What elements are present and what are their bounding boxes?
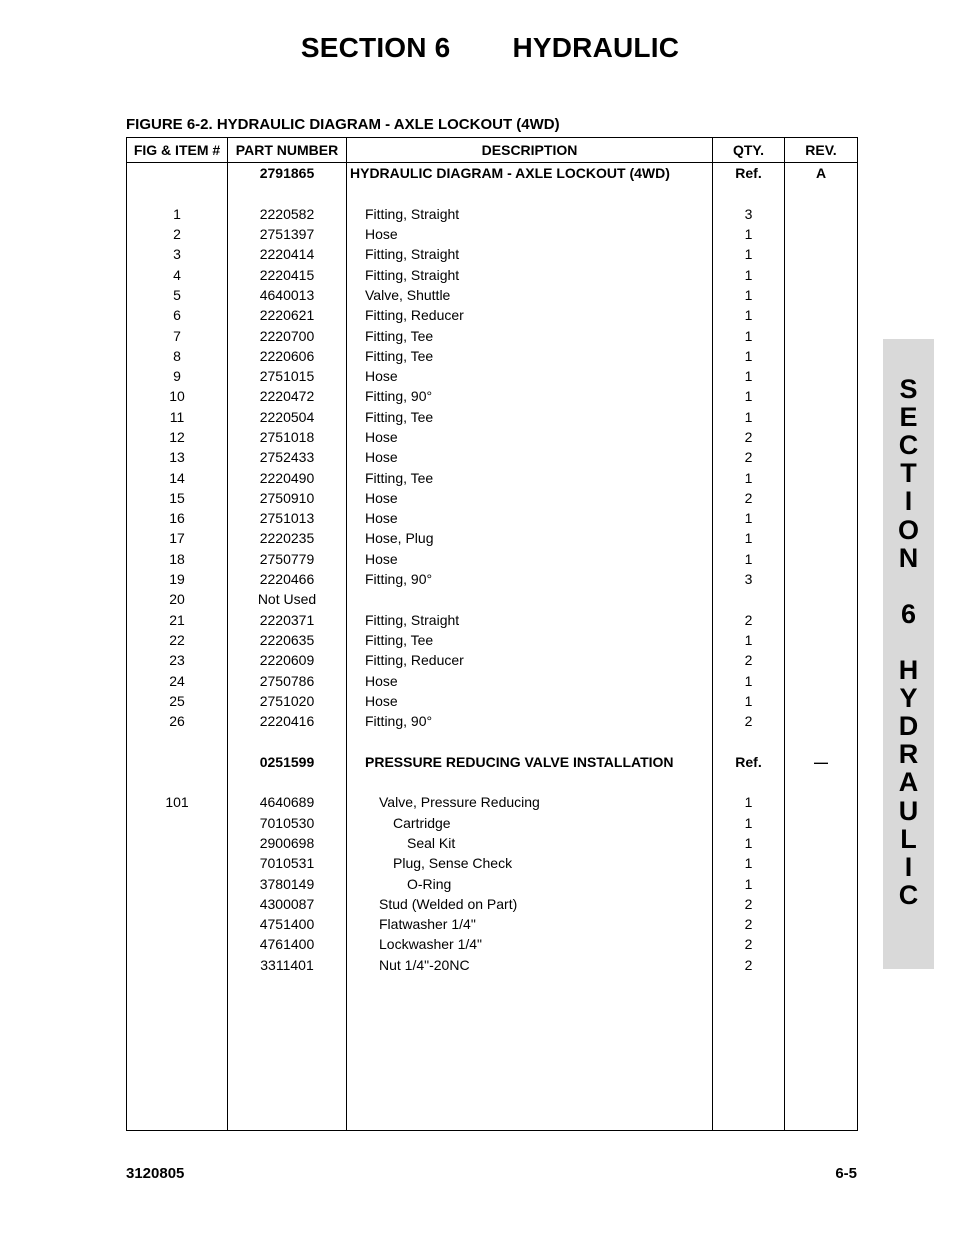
table-row (127, 873, 858, 893)
column-header-item: FIG & ITEM # (127, 138, 228, 163)
cell-item: 18 (127, 549, 228, 569)
cell-qty: 1 (713, 386, 785, 406)
cell-item: 23 (127, 650, 228, 670)
cell-item (127, 772, 228, 792)
cell-qty: 1 (713, 285, 785, 305)
cell-description: Nut 1/4"-20NC (347, 955, 713, 975)
cell-description: Fitting, Straight (347, 204, 713, 224)
cell-qty: 3 (713, 204, 785, 224)
cell-description: Fitting, 90° (347, 569, 713, 589)
table-row (127, 589, 858, 609)
cell-qty: 2 (713, 914, 785, 934)
cell-description: Fitting, Tee (347, 346, 713, 366)
side-tab-letter: A (898, 767, 919, 798)
cell-qty: 1 (713, 224, 785, 244)
cell-part-number: 2220490 (228, 467, 347, 487)
cell-description: Seal Kit (347, 833, 713, 853)
cell-part-number: 2220415 (228, 264, 347, 284)
cell-description (347, 183, 713, 203)
cell-part-number: 0251599 (228, 752, 347, 772)
cell-description (347, 589, 713, 609)
cell-part-number: 2751015 (228, 366, 347, 386)
side-tab-letter: I (904, 486, 913, 517)
cell-qty: 1 (713, 813, 785, 833)
cell-qty: 2 (713, 894, 785, 914)
cell-rev (785, 244, 858, 264)
table-row (127, 285, 858, 305)
cell-rev (785, 569, 858, 589)
table-spacer-row (127, 731, 858, 751)
cell-rev (785, 305, 858, 325)
cell-part-number: 2751013 (228, 508, 347, 528)
table-row (127, 508, 858, 528)
cell-part-number: 4640689 (228, 792, 347, 812)
cell-qty: 1 (713, 528, 785, 548)
cell-part-number: 2750910 (228, 488, 347, 508)
cell-part-number: 3780149 (228, 873, 347, 893)
cell-part-number: 7010530 (228, 813, 347, 833)
cell-qty: 1 (713, 630, 785, 650)
table-row (127, 650, 858, 670)
cell-item: 24 (127, 670, 228, 690)
table-row (127, 386, 858, 406)
side-tab-letter: I (904, 851, 913, 882)
cell-item: 25 (127, 691, 228, 711)
cell-rev (785, 955, 858, 975)
cell-part-number: 4640013 (228, 285, 347, 305)
table-row (127, 752, 858, 772)
cell-qty: Ref. (713, 752, 785, 772)
cell-rev (785, 549, 858, 569)
cell-qty: 2 (713, 447, 785, 467)
cell-item (127, 183, 228, 203)
cell-rev (785, 711, 858, 731)
cell-rev: — (785, 752, 858, 772)
cell-rev (785, 488, 858, 508)
cell-part-number: 2220472 (228, 386, 347, 406)
column-header-rev: REV. (785, 138, 858, 163)
column-header-qty: QTY. (713, 138, 785, 163)
cell-description: Hose, Plug (347, 528, 713, 548)
cell-description: Hose (347, 549, 713, 569)
document-number: 3120805 (126, 1165, 185, 1182)
section-label: SECTION 6 (300, 32, 451, 63)
cell-qty: 3 (713, 569, 785, 589)
table-row (127, 955, 858, 975)
cell-qty: 1 (713, 467, 785, 487)
table-spacer-row (127, 772, 858, 792)
cell-rev (785, 813, 858, 833)
cell-item: 2 (127, 224, 228, 244)
cell-qty: 2 (713, 610, 785, 630)
cell-item: 16 (127, 508, 228, 528)
table-row (127, 163, 858, 184)
cell-rev (785, 772, 858, 792)
table-row (127, 914, 858, 934)
cell-part-number: 2220635 (228, 630, 347, 650)
cell-rev (785, 853, 858, 873)
table-row (127, 447, 858, 467)
cell-part-number: 4761400 (228, 934, 347, 954)
cell-part-number: 2751018 (228, 427, 347, 447)
cell-part-number: 2220700 (228, 325, 347, 345)
cell-description: Fitting, Straight (347, 264, 713, 284)
cell-qty (713, 772, 785, 792)
cell-item (127, 163, 228, 184)
cell-qty: 1 (713, 325, 785, 345)
cell-rev (785, 264, 858, 284)
cell-rev (785, 224, 858, 244)
cell-part-number: 2220235 (228, 528, 347, 548)
table-row (127, 813, 858, 833)
cell-description: Hose (347, 447, 713, 467)
cell-part-number (228, 772, 347, 792)
cell-rev (785, 325, 858, 345)
table-row (127, 427, 858, 447)
cell-part-number: 2750786 (228, 670, 347, 690)
cell-item: 26 (127, 711, 228, 731)
cell-part-number: 4751400 (228, 914, 347, 934)
table-row (127, 325, 858, 345)
table-row (127, 691, 858, 711)
column-header-description: DESCRIPTION (347, 138, 713, 163)
cell-rev (785, 528, 858, 548)
table-filler-cell (785, 975, 858, 1131)
cell-rev (785, 914, 858, 934)
cell-description: Valve, Shuttle (347, 285, 713, 305)
table-row (127, 407, 858, 427)
table-row (127, 366, 858, 386)
cell-qty: 1 (713, 244, 785, 264)
cell-part-number (228, 183, 347, 203)
cell-part-number: 2220504 (228, 407, 347, 427)
section-name: HYDRAULIC (512, 32, 680, 63)
cell-description: Fitting, Reducer (347, 650, 713, 670)
table-header-row (127, 138, 858, 163)
cell-description: Lockwasher 1/4" (347, 934, 713, 954)
cell-item: 7 (127, 325, 228, 345)
parts-table-body (127, 163, 858, 1131)
cell-part-number: 7010531 (228, 853, 347, 873)
cell-qty: 1 (713, 873, 785, 893)
table-row (127, 670, 858, 690)
cell-rev: A (785, 163, 858, 184)
cell-item: 3 (127, 244, 228, 264)
cell-qty: 2 (713, 427, 785, 447)
cell-rev (785, 204, 858, 224)
cell-qty: 2 (713, 711, 785, 731)
cell-rev (785, 630, 858, 650)
cell-qty: 1 (713, 346, 785, 366)
cell-rev (785, 467, 858, 487)
table-filler-cell (347, 975, 713, 1131)
table-row (127, 244, 858, 264)
cell-item: 101 (127, 792, 228, 812)
cell-item: 10 (127, 386, 228, 406)
cell-rev (785, 366, 858, 386)
cell-qty (713, 589, 785, 609)
cell-qty (713, 731, 785, 751)
cell-description: Fitting, Tee (347, 467, 713, 487)
table-row (127, 488, 858, 508)
cell-qty (713, 183, 785, 203)
cell-description: PRESSURE REDUCING VALVE INSTALLATION (347, 752, 713, 772)
table-filler-row (127, 975, 858, 1131)
cell-qty: 1 (713, 670, 785, 690)
table-row (127, 204, 858, 224)
cell-qty: 1 (713, 264, 785, 284)
table-row (127, 569, 858, 589)
cell-item: 5 (127, 285, 228, 305)
cell-description: Hose (347, 224, 713, 244)
table-spacer-row (127, 183, 858, 203)
side-tab-letter: H (898, 655, 919, 685)
cell-item: 13 (127, 447, 228, 467)
side-tab-letter: N (898, 542, 919, 573)
cell-rev (785, 934, 858, 954)
cell-qty: 2 (713, 488, 785, 508)
cell-description: Fitting, Straight (347, 244, 713, 264)
cell-part-number: 2220371 (228, 610, 347, 630)
cell-qty: 1 (713, 407, 785, 427)
cell-part-number: 2900698 (228, 833, 347, 853)
cell-description: Hose (347, 508, 713, 528)
cell-description: HYDRAULIC DIAGRAM - AXLE LOCKOUT (4WD) (347, 163, 713, 184)
side-tab-letter: T (900, 458, 917, 489)
cell-qty: 1 (713, 508, 785, 528)
cell-part-number: 2751020 (228, 691, 347, 711)
cell-part-number: 2791865 (228, 163, 347, 184)
cell-item: 1 (127, 204, 228, 224)
cell-rev (785, 407, 858, 427)
cell-item: 21 (127, 610, 228, 630)
cell-qty: Ref. (713, 163, 785, 184)
table-row (127, 792, 858, 812)
cell-rev (785, 691, 858, 711)
cell-item (127, 934, 228, 954)
cell-qty: 2 (713, 650, 785, 670)
cell-rev (785, 427, 858, 447)
cell-item: 22 (127, 630, 228, 650)
cell-part-number: 4300087 (228, 894, 347, 914)
cell-description (347, 772, 713, 792)
side-tab-letter: L (900, 823, 917, 854)
side-tab-letter: R (898, 739, 919, 770)
cell-rev (785, 447, 858, 467)
table-row (127, 934, 858, 954)
cell-item (127, 894, 228, 914)
cell-description (347, 731, 713, 751)
figure-title: FIGURE 6-2. HYDRAULIC DIAGRAM - AXLE LOCKOUT (4WD) (126, 116, 560, 133)
cell-item (127, 914, 228, 934)
cell-part-number: 2751397 (228, 224, 347, 244)
cell-rev (785, 285, 858, 305)
table-row (127, 833, 858, 853)
side-tab-letter: 6 (900, 598, 917, 629)
section-side-tab (883, 339, 934, 969)
side-tab-letter: O (897, 514, 919, 545)
side-tab-letter: D (898, 711, 919, 742)
cell-description: Fitting, Tee (347, 630, 713, 650)
table-filler-cell (228, 975, 347, 1131)
cell-rev (785, 833, 858, 853)
cell-description: Flatwasher 1/4" (347, 914, 713, 934)
cell-description: O-Ring (347, 873, 713, 893)
column-header-part-number: PART NUMBER (228, 138, 347, 163)
cell-description: Stud (Welded on Part) (347, 894, 713, 914)
side-tab-letter: S (899, 374, 918, 404)
cell-description: Valve, Pressure Reducing (347, 792, 713, 812)
cell-description: Fitting, Tee (347, 325, 713, 345)
cell-rev (785, 894, 858, 914)
cell-part-number: 2220416 (228, 711, 347, 731)
cell-qty: 2 (713, 934, 785, 954)
cell-item: 9 (127, 366, 228, 386)
table-row (127, 305, 858, 325)
cell-qty: 1 (713, 366, 785, 386)
table-row (127, 853, 858, 873)
cell-qty: 1 (713, 691, 785, 711)
table-row (127, 224, 858, 244)
cell-item (127, 853, 228, 873)
cell-rev (785, 650, 858, 670)
table-row (127, 711, 858, 731)
side-tab-letter: E (899, 402, 918, 433)
cell-rev (785, 792, 858, 812)
cell-item (127, 833, 228, 853)
cell-description: Hose (347, 366, 713, 386)
cell-qty: 1 (713, 833, 785, 853)
cell-item: 14 (127, 467, 228, 487)
table-row (127, 549, 858, 569)
side-tab-letter: C (898, 879, 919, 910)
cell-rev (785, 731, 858, 751)
section-title (0, 32, 954, 64)
cell-description: Hose (347, 427, 713, 447)
cell-item (127, 813, 228, 833)
cell-item: 17 (127, 528, 228, 548)
cell-description: Hose (347, 670, 713, 690)
cell-rev (785, 346, 858, 366)
cell-item: 20 (127, 589, 228, 609)
cell-qty: 1 (713, 792, 785, 812)
table-row (127, 610, 858, 630)
cell-item: 6 (127, 305, 228, 325)
cell-rev (785, 670, 858, 690)
side-tab-letter: C (898, 430, 919, 461)
cell-part-number: 2752433 (228, 447, 347, 467)
cell-item (127, 955, 228, 975)
cell-item: 4 (127, 264, 228, 284)
cell-qty: 1 (713, 549, 785, 569)
cell-description: Hose (347, 488, 713, 508)
table-filler-cell (127, 975, 228, 1131)
cell-description: Fitting, Reducer (347, 305, 713, 325)
cell-part-number: 2220582 (228, 204, 347, 224)
table-row (127, 528, 858, 548)
cell-part-number: 2220621 (228, 305, 347, 325)
cell-item: 15 (127, 488, 228, 508)
cell-description: Hose (347, 691, 713, 711)
page-number: 6-5 (835, 1165, 857, 1182)
cell-item: 11 (127, 407, 228, 427)
cell-description: Fitting, 90° (347, 386, 713, 406)
side-tab-letter: U (898, 795, 919, 826)
cell-qty: 1 (713, 305, 785, 325)
table-filler-cell (713, 975, 785, 1131)
cell-description: Cartridge (347, 813, 713, 833)
table-row (127, 346, 858, 366)
cell-rev (785, 386, 858, 406)
cell-rev (785, 610, 858, 630)
cell-rev (785, 589, 858, 609)
side-tab-letter: Y (899, 683, 918, 714)
table-row (127, 894, 858, 914)
cell-rev (785, 508, 858, 528)
cell-description: Fitting, Straight (347, 610, 713, 630)
cell-rev (785, 873, 858, 893)
cell-part-number: 2220414 (228, 244, 347, 264)
table-row (127, 264, 858, 284)
cell-description: Fitting, Tee (347, 407, 713, 427)
cell-item: 19 (127, 569, 228, 589)
cell-part-number: 2220466 (228, 569, 347, 589)
cell-description: Plug, Sense Check (347, 853, 713, 873)
cell-part-number: Not Used (228, 589, 347, 609)
cell-rev (785, 183, 858, 203)
cell-qty: 1 (713, 853, 785, 873)
table-row (127, 630, 858, 650)
cell-part-number: 2220606 (228, 346, 347, 366)
cell-part-number (228, 731, 347, 751)
cell-item (127, 752, 228, 772)
cell-item: 12 (127, 427, 228, 447)
cell-part-number: 2220609 (228, 650, 347, 670)
table-row (127, 467, 858, 487)
cell-item: 8 (127, 346, 228, 366)
cell-qty: 2 (713, 955, 785, 975)
cell-part-number: 2750779 (228, 549, 347, 569)
cell-item (127, 731, 228, 751)
cell-item (127, 873, 228, 893)
cell-description: Fitting, 90° (347, 711, 713, 731)
parts-table (126, 137, 858, 1131)
cell-part-number: 3311401 (228, 955, 347, 975)
